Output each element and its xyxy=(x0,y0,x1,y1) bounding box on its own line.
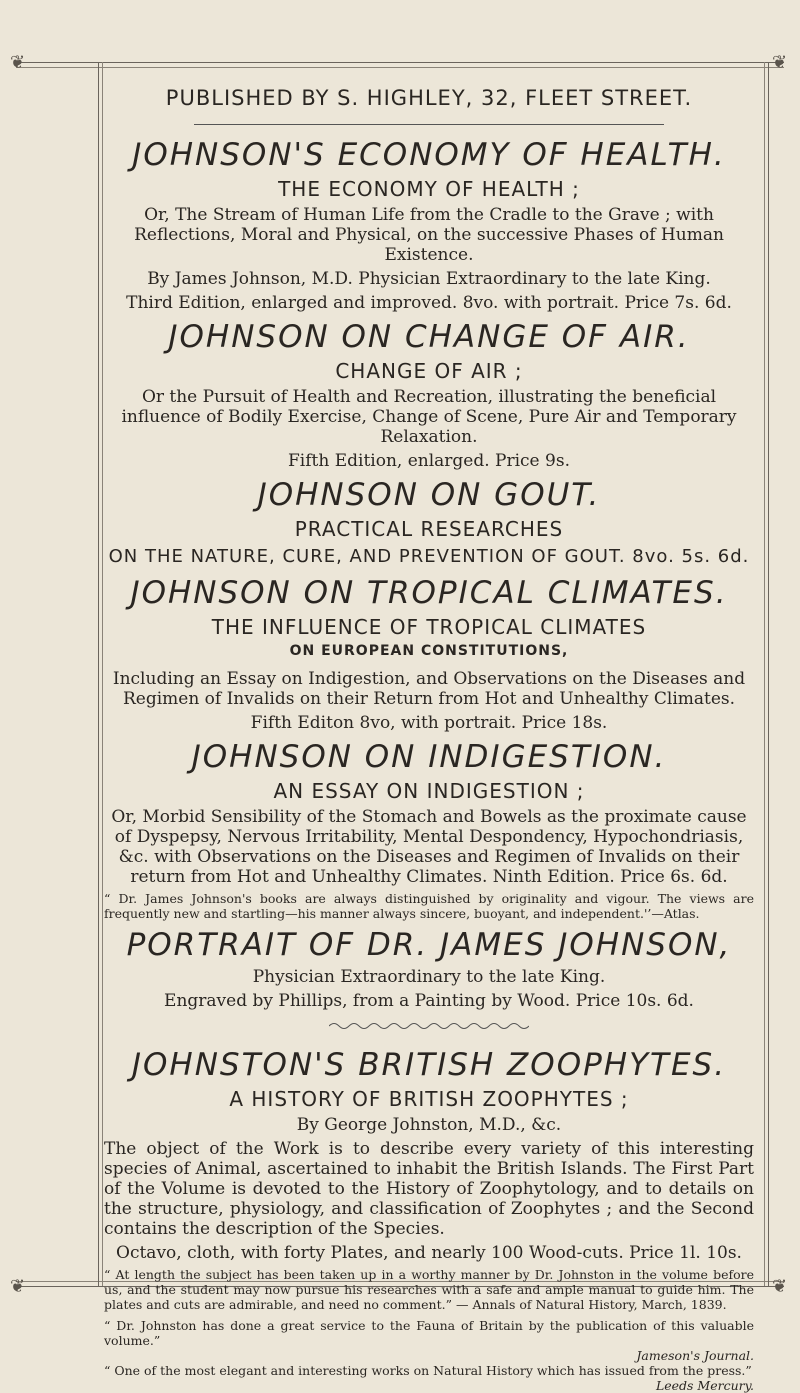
book-subtitle: CHANGE OF AIR ; xyxy=(335,359,523,383)
book-gout xyxy=(104,477,754,569)
corner-ornament-icon: ❦ xyxy=(10,52,26,73)
review-source: Jameson's Journal. xyxy=(636,1348,754,1363)
book-price: Engraved by Phillips, from a Painting by Wood. Price 10s. 6d. xyxy=(164,991,694,1011)
book-subtitle: THE ECONOMY OF HEALTH ; xyxy=(278,177,580,201)
divider xyxy=(194,124,664,125)
book-subtitle: PRACTICAL RESEARCHES xyxy=(294,517,564,541)
book-heading: PORTRAIT OF DR. JAMES JOHNSON, xyxy=(126,927,732,963)
review-source: Leeds Mercury. xyxy=(655,1378,754,1393)
review-quote: “ One of the most elegant and interesting works on Natural History which has issued from the press.” xyxy=(104,1363,752,1378)
review-quote: “ Dr. James Johnson's books are always distinguished by originality and vigour. The views are frequently new and startling—his manner always sincere, buoyant, and independent.'’—Atlas. xyxy=(104,891,754,921)
border-left xyxy=(98,62,99,1286)
book-price: Fifth Editon 8vo, with portrait. Price 18s. xyxy=(250,713,608,733)
advertisement-page xyxy=(104,86,754,1393)
book-description: Including an Essay on Indigestion, and Observations on the Diseases and Regimen of Invalids on their Return from Hot and Unhealthy Climates. xyxy=(112,669,746,709)
review-quote: “ At length the subject has been taken up in a worthy manner by Dr. Johnston in the volume before us, and the student may now pursue his researches with a safe and ample manual to guide him. The plates and cuts are admirable, and need no comment.” — Annals of Natural History, March, 1839. xyxy=(104,1267,754,1312)
book-price: Fifth Edition, enlarged. Price 9s. xyxy=(288,451,570,471)
book-price: Octavo, cloth, with forty Plates, and nearly 100 Wood-cuts. Price 1l. 10s. xyxy=(116,1243,742,1263)
book-subtitle: A HISTORY OF BRITISH ZOOPHYTES ; xyxy=(229,1087,629,1111)
book-description: Or the Pursuit of Health and Recreation, illustrating the beneficial influence of Bodily Exercise, Change of Scene, Pure Air and Temporary Relaxation. xyxy=(121,387,737,447)
book-portrait xyxy=(104,927,754,1011)
corner-ornament-icon: ❦ xyxy=(10,1276,26,1297)
book-heading: JOHNSON ON CHANGE OF AIR. xyxy=(168,319,690,355)
book-description: Or, The Stream of Human Life from the Cradle to the Grave ; with Reflections, Moral and Physical, on the successive Phases of Human Existence. xyxy=(134,205,724,265)
book-heading: JOHNSON ON INDIGESTION. xyxy=(191,739,667,775)
book-british-zoophytes xyxy=(104,1047,754,1393)
border-top xyxy=(16,62,784,63)
corner-ornament-icon: ❦ xyxy=(772,1276,788,1297)
book-subtitle: THE INFLUENCE OF TROPICAL CLIMATES xyxy=(211,615,647,639)
book-subtitle-small: ON EUROPEAN CONSTITUTIONS, xyxy=(289,643,569,659)
book-price: Third Edition, enlarged and improved. 8vo. with portrait. Price 7s. 6d. xyxy=(126,293,732,313)
book-economy-of-health xyxy=(104,137,754,313)
book-heading: JOHNSTON'S BRITISH ZOOPHYTES. xyxy=(131,1047,727,1083)
book-heading: JOHNSON'S ECONOMY OF HEALTH. xyxy=(132,137,726,173)
border-top-inner xyxy=(16,67,784,68)
book-change-of-air xyxy=(104,319,754,471)
book-author: By James Johnson, M.D. Physician Extraordinary to the late King. xyxy=(147,269,711,289)
review-quote: “ Dr. Johnston has done a great service to the Fauna of Britain by the publication of this valuable volume.” xyxy=(104,1318,754,1348)
border-right xyxy=(768,62,769,1286)
book-heading: JOHNSON ON GOUT. xyxy=(257,477,601,513)
book-description: Physician Extraordinary to the late King. xyxy=(252,967,606,987)
book-description: Or, Morbid Sensibility of the Stomach and Bowels as the proximate cause of Dyspepsy, Nervous Irritability, Mental Despondency, Hypochondriasis, &c. with Observations on the Diseases and Regimen of Invalids on their return from Hot and Unhealthy Climates. Ninth Edition. Price 6s. 6d. xyxy=(111,807,747,887)
book-subtitle-detail: ON THE NATURE, CURE, AND PREVENTION OF GOUT. 8vo. 5s. 6d. xyxy=(108,546,750,567)
border-right-inner xyxy=(764,62,765,1286)
book-tropical-climates xyxy=(104,575,754,733)
book-heading: JOHNSON ON TROPICAL CLIMATES. xyxy=(130,575,728,611)
book-author: By George Johnston, M.D., &c. xyxy=(296,1115,562,1135)
border-left-inner xyxy=(102,62,103,1286)
corner-ornament-icon: ❦ xyxy=(772,52,788,73)
book-subtitle: AN ESSAY ON INDIGESTION ; xyxy=(273,779,585,803)
publisher-line: PUBLISHED BY S. HIGHLEY, 32, FLEET STREET. xyxy=(165,86,693,110)
book-description: The object of the Work is to describe every variety of this interesting species of Animal, ascertained to inhabit the British Islands. The First Part of the Volume is devoted to the History of Zoophytology, and to details on the structure, physiology, and classification of Zoophytes ; and the Second contains the description of the Species. xyxy=(104,1139,754,1239)
book-indigestion xyxy=(104,739,754,921)
wavy-divider-icon xyxy=(329,1021,529,1031)
